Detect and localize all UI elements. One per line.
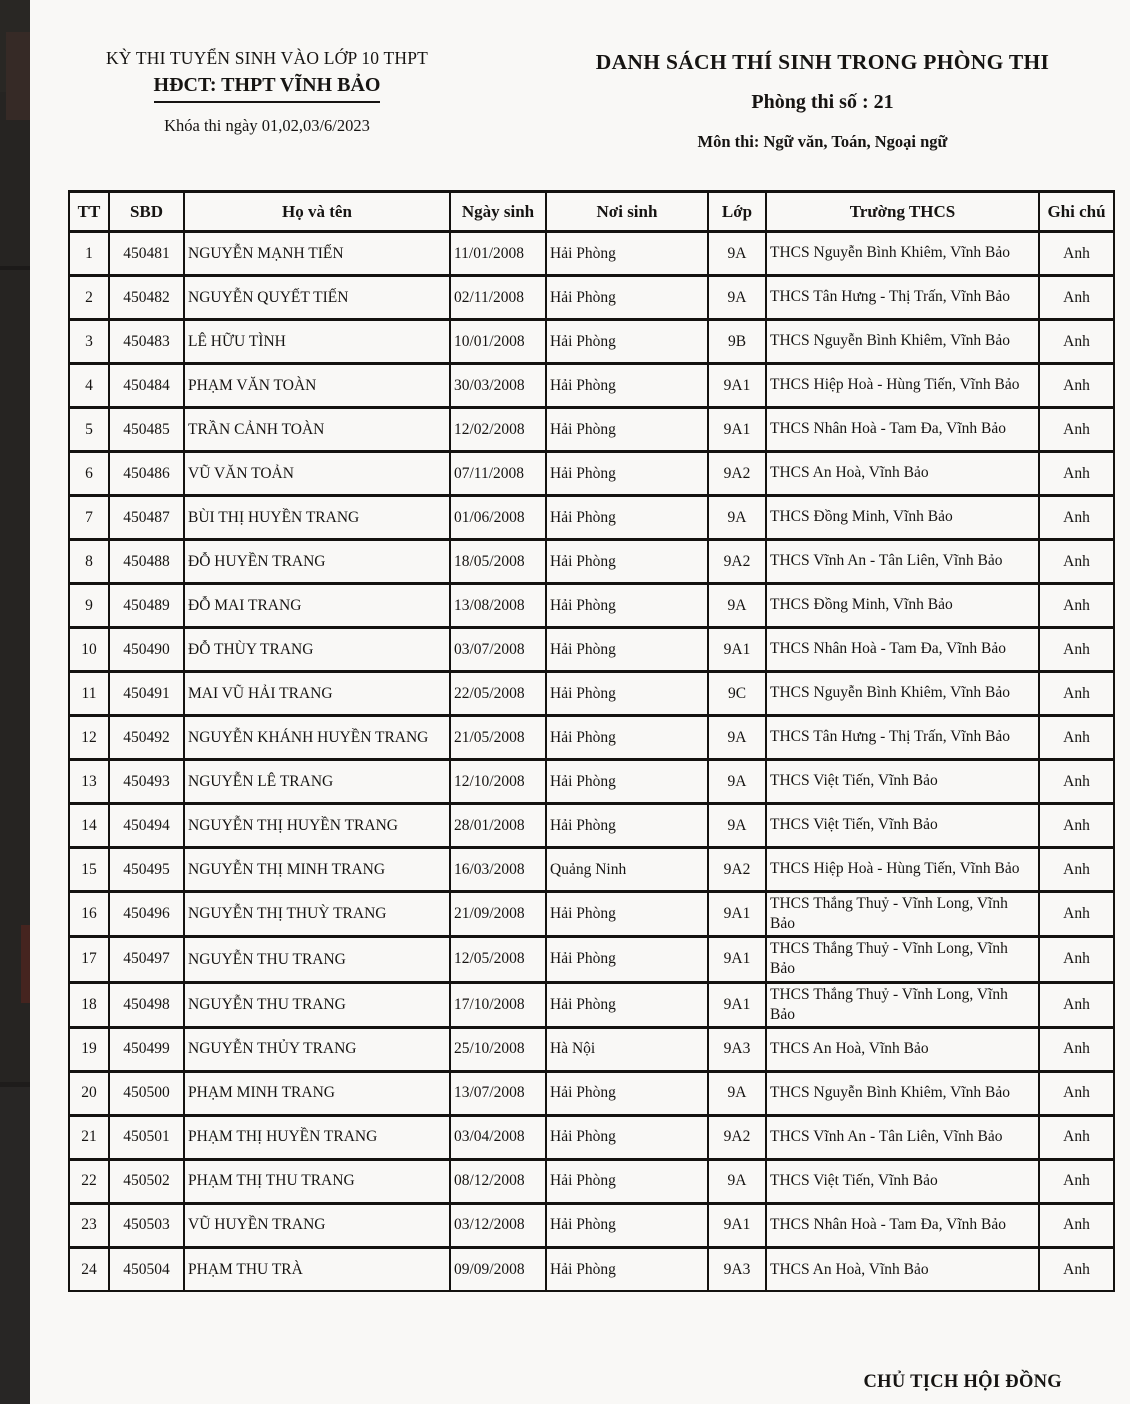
cell-sbd: 450490 (109, 628, 184, 672)
cell-note: Anh (1039, 452, 1114, 496)
cell-school: THCS Hiệp Hoà - Hùng Tiến, Vĩnh Bảo (766, 364, 1039, 408)
cell-name: ĐỖ MAI TRANG (184, 584, 450, 628)
column-header-class: Lớp (708, 192, 766, 232)
cell-tt: 13 (69, 760, 109, 804)
table-row (69, 1159, 1114, 1203)
cell-tt: 3 (69, 320, 109, 364)
cell-tt: 24 (69, 1247, 109, 1291)
table-row (69, 364, 1114, 408)
exam-title: KỲ THI TUYỂN SINH VÀO LỚP 10 THPT (105, 48, 429, 68)
cell-tt: 14 (69, 804, 109, 848)
cell-dob: 03/12/2008 (450, 1203, 546, 1247)
cell-sbd: 450494 (109, 804, 184, 848)
cell-pob: Hải Phòng (546, 760, 708, 804)
cell-pob: Hải Phòng (546, 232, 708, 276)
cell-class: 9A1 (708, 408, 766, 452)
cell-name: PHẠM THỊ HUYỀN TRANG (184, 1115, 450, 1159)
column-header-school: Trường THCS (766, 192, 1039, 232)
photo-edge-shade (6, 32, 30, 120)
cell-class: 9A (708, 1159, 766, 1203)
cell-name: NGUYỄN THU TRANG (184, 937, 450, 982)
cell-pob: Hải Phòng (546, 1247, 708, 1291)
cell-note: Anh (1039, 1247, 1114, 1291)
cell-school: THCS Thắng Thuỷ - Vĩnh Long, Vĩnh Bảo (766, 982, 1039, 1027)
cell-tt: 21 (69, 1115, 109, 1159)
cell-tt: 19 (69, 1027, 109, 1071)
cell-sbd: 450486 (109, 452, 184, 496)
cell-dob: 12/02/2008 (450, 408, 546, 452)
cell-school: THCS Nguyễn Bình Khiêm, Vĩnh Bảo (766, 672, 1039, 716)
table-row (69, 982, 1114, 1027)
cell-class: 9A (708, 1071, 766, 1115)
cell-class: 9A3 (708, 1027, 766, 1071)
cell-class: 9A1 (708, 982, 766, 1027)
cell-name: NGUYỄN LÊ TRANG (184, 760, 450, 804)
cell-class: 9A1 (708, 937, 766, 982)
chairman-signature-label: CHỦ TỊCH HỘI ĐỒNG (863, 1372, 1062, 1392)
column-header-sbd: SBD (109, 192, 184, 232)
list-title: DANH SÁCH THÍ SINH TRONG PHÒNG THI (595, 50, 1050, 74)
cell-dob: 17/10/2008 (450, 982, 546, 1027)
cell-class: 9A (708, 232, 766, 276)
cell-pob: Hải Phòng (546, 320, 708, 364)
table-row (69, 937, 1114, 982)
cell-sbd: 450481 (109, 232, 184, 276)
cell-school: THCS Đồng Minh, Vĩnh Bảo (766, 496, 1039, 540)
cell-school: THCS Việt Tiến, Vĩnh Bảo (766, 804, 1039, 848)
cell-pob: Hải Phòng (546, 892, 708, 937)
cell-class: 9A (708, 760, 766, 804)
cell-dob: 22/05/2008 (450, 672, 546, 716)
cell-dob: 30/03/2008 (450, 364, 546, 408)
cell-dob: 03/04/2008 (450, 1115, 546, 1159)
cell-tt: 2 (69, 276, 109, 320)
cell-class: 9A1 (708, 364, 766, 408)
column-header-note: Ghi chú (1039, 192, 1114, 232)
table-row (69, 892, 1114, 937)
cell-name: NGUYỄN THỊ HUYỀN TRANG (184, 804, 450, 848)
cell-name: MAI VŨ HẢI TRANG (184, 672, 450, 716)
header-left-block (42, 48, 492, 136)
cell-class: 9B (708, 320, 766, 364)
cell-sbd: 450503 (109, 1203, 184, 1247)
cell-school: THCS Vĩnh An - Tân Liên, Vĩnh Bảo (766, 1115, 1039, 1159)
cell-class: 9A (708, 496, 766, 540)
cell-tt: 16 (69, 892, 109, 937)
cell-note: Anh (1039, 628, 1114, 672)
cell-tt: 23 (69, 1203, 109, 1247)
cell-tt: 10 (69, 628, 109, 672)
table-row (69, 1247, 1114, 1291)
cell-name: PHẠM MINH TRANG (184, 1071, 450, 1115)
cell-dob: 02/11/2008 (450, 276, 546, 320)
cell-dob: 09/09/2008 (450, 1247, 546, 1291)
cell-sbd: 450482 (109, 276, 184, 320)
table-row (69, 320, 1114, 364)
cell-tt: 20 (69, 1071, 109, 1115)
cell-sbd: 450491 (109, 672, 184, 716)
cell-sbd: 450493 (109, 760, 184, 804)
cell-tt: 15 (69, 848, 109, 892)
table-body (69, 232, 1114, 1292)
cell-pob: Hải Phòng (546, 584, 708, 628)
cell-name: NGUYỄN THỊ THUỲ TRANG (184, 892, 450, 937)
cell-pob: Hải Phòng (546, 1071, 708, 1115)
cell-sbd: 450495 (109, 848, 184, 892)
cell-dob: 21/05/2008 (450, 716, 546, 760)
cell-sbd: 450483 (109, 320, 184, 364)
cell-tt: 7 (69, 496, 109, 540)
exam-session-dates: Khóa thi ngày 01,02,03/6/2023 (164, 116, 370, 135)
cell-school: THCS Tân Hưng - Thị Trấn, Vĩnh Bảo (766, 276, 1039, 320)
cell-class: 9A3 (708, 1247, 766, 1291)
cell-dob: 25/10/2008 (450, 1027, 546, 1071)
cell-class: 9A1 (708, 892, 766, 937)
cell-name: LÊ HỮU TÌNH (184, 320, 450, 364)
cell-pob: Hải Phòng (546, 1203, 708, 1247)
cell-sbd: 450489 (109, 584, 184, 628)
cell-pob: Hải Phòng (546, 716, 708, 760)
table-header (69, 192, 1114, 232)
cell-note: Anh (1039, 1027, 1114, 1071)
cell-tt: 17 (69, 937, 109, 982)
cell-school: THCS Nguyễn Bình Khiêm, Vĩnh Bảo (766, 232, 1039, 276)
cell-note: Anh (1039, 232, 1114, 276)
column-header-dob: Ngày sinh (450, 192, 546, 232)
cell-school: THCS An Hoà, Vĩnh Bảo (766, 1027, 1039, 1071)
cell-school: THCS Nhân Hoà - Tam Đa, Vĩnh Bảo (766, 628, 1039, 672)
table-row (69, 760, 1114, 804)
cell-name: PHẠM VĂN TOÀN (184, 364, 450, 408)
cell-note: Anh (1039, 496, 1114, 540)
cell-tt: 12 (69, 716, 109, 760)
cell-tt: 1 (69, 232, 109, 276)
cell-class: 9A (708, 276, 766, 320)
cell-tt: 5 (69, 408, 109, 452)
table-row (69, 452, 1114, 496)
cell-sbd: 450504 (109, 1247, 184, 1291)
photo-edge-seam (0, 266, 30, 270)
cell-tt: 18 (69, 982, 109, 1027)
cell-school: THCS Thắng Thuỷ - Vĩnh Long, Vĩnh Bảo (766, 937, 1039, 982)
cell-name: NGUYỄN KHÁNH HUYỀN TRANG (184, 716, 450, 760)
cell-name: BÙI THỊ HUYỀN TRANG (184, 496, 450, 540)
council-line (42, 74, 492, 103)
exam-subjects: Môn thi: Ngữ văn, Toán, Ngoại ngữ (697, 132, 948, 151)
cell-note: Anh (1039, 760, 1114, 804)
cell-tt: 9 (69, 584, 109, 628)
cell-school: THCS Việt Tiến, Vĩnh Bảo (766, 1159, 1039, 1203)
cell-note: Anh (1039, 848, 1114, 892)
cell-sbd: 450501 (109, 1115, 184, 1159)
cell-class: 9A1 (708, 1203, 766, 1247)
cell-school: THCS An Hoà, Vĩnh Bảo (766, 1247, 1039, 1291)
cell-pob: Hà Nội (546, 1027, 708, 1071)
cell-pob: Quảng Ninh (546, 848, 708, 892)
cell-dob: 12/10/2008 (450, 760, 546, 804)
cell-sbd: 450487 (109, 496, 184, 540)
cell-class: 9A2 (708, 1115, 766, 1159)
cell-note: Anh (1039, 892, 1114, 937)
table-row (69, 672, 1114, 716)
column-header-tt: TT (69, 192, 109, 232)
cell-class: 9A1 (708, 628, 766, 672)
cell-school: THCS Nguyễn Bình Khiêm, Vĩnh Bảo (766, 1071, 1039, 1115)
cell-note: Anh (1039, 540, 1114, 584)
photo-edge-dark-strip (0, 0, 30, 1404)
cell-pob: Hải Phòng (546, 452, 708, 496)
cell-dob: 18/05/2008 (450, 540, 546, 584)
cell-name: VŨ VĂN TOẢN (184, 452, 450, 496)
cell-pob: Hải Phòng (546, 982, 708, 1027)
cell-note: Anh (1039, 1115, 1114, 1159)
cell-dob: 13/08/2008 (450, 584, 546, 628)
table-row (69, 496, 1114, 540)
cell-name: NGUYỄN THỊ MINH TRANG (184, 848, 450, 892)
table-row (69, 408, 1114, 452)
cell-dob: 01/06/2008 (450, 496, 546, 540)
cell-dob: 03/07/2008 (450, 628, 546, 672)
cell-school: THCS Nhân Hoà - Tam Đa, Vĩnh Bảo (766, 1203, 1039, 1247)
cell-pob: Hải Phòng (546, 672, 708, 716)
cell-note: Anh (1039, 364, 1114, 408)
cell-class: 9A (708, 804, 766, 848)
table-row (69, 1071, 1114, 1115)
cell-dob: 28/01/2008 (450, 804, 546, 848)
cell-name: NGUYỄN THỦY TRANG (184, 1027, 450, 1071)
cell-name: PHẠM THU TRÀ (184, 1247, 450, 1291)
cell-dob: 11/01/2008 (450, 232, 546, 276)
cell-school: THCS An Hoà, Vĩnh Bảo (766, 452, 1039, 496)
table-row (69, 232, 1114, 276)
cell-class: 9C (708, 672, 766, 716)
photo-edge-shade (0, 1087, 30, 1404)
exam-room-number: Phòng thi số : 21 (751, 91, 894, 113)
cell-tt: 8 (69, 540, 109, 584)
cell-dob: 16/03/2008 (450, 848, 546, 892)
cell-tt: 22 (69, 1159, 109, 1203)
cell-class: 9A2 (708, 452, 766, 496)
cell-note: Anh (1039, 584, 1114, 628)
cell-note: Anh (1039, 1071, 1114, 1115)
cell-class: 9A (708, 716, 766, 760)
table-row (69, 1203, 1114, 1247)
cell-sbd: 450492 (109, 716, 184, 760)
cell-school: THCS Vĩnh An - Tân Liên, Vĩnh Bảo (766, 540, 1039, 584)
cell-pob: Hải Phòng (546, 496, 708, 540)
cell-school: THCS Thắng Thuỷ - Vĩnh Long, Vĩnh Bảo (766, 892, 1039, 937)
cell-sbd: 450484 (109, 364, 184, 408)
cell-tt: 11 (69, 672, 109, 716)
cell-dob: 10/01/2008 (450, 320, 546, 364)
table-row (69, 584, 1114, 628)
column-header-pob: Nơi sinh (546, 192, 708, 232)
cell-dob: 12/05/2008 (450, 937, 546, 982)
table-header-row (69, 192, 1114, 232)
cell-school: THCS Nhân Hoà - Tam Đa, Vĩnh Bảo (766, 408, 1039, 452)
cell-name: TRẦN CẢNH TOÀN (184, 408, 450, 452)
cell-school: THCS Tân Hưng - Thị Trấn, Vĩnh Bảo (766, 716, 1039, 760)
column-header-name: Họ và tên (184, 192, 450, 232)
candidates-table (68, 190, 1115, 1292)
cell-school: THCS Đồng Minh, Vĩnh Bảo (766, 584, 1039, 628)
cell-pob: Hải Phòng (546, 804, 708, 848)
cell-class: 9A2 (708, 848, 766, 892)
cell-note: Anh (1039, 320, 1114, 364)
cell-dob: 21/09/2008 (450, 892, 546, 937)
cell-note: Anh (1039, 716, 1114, 760)
cell-dob: 13/07/2008 (450, 1071, 546, 1115)
cell-pob: Hải Phòng (546, 1115, 708, 1159)
cell-school: THCS Nguyễn Bình Khiêm, Vĩnh Bảo (766, 320, 1039, 364)
table-row (69, 716, 1114, 760)
cell-pob: Hải Phòng (546, 1159, 708, 1203)
cell-pob: Hải Phòng (546, 937, 708, 982)
cell-name: NGUYỄN QUYẾT TIẾN (184, 276, 450, 320)
cell-class: 9A2 (708, 540, 766, 584)
cell-name: NGUYỄN MẠNH TIẾN (184, 232, 450, 276)
table-row (69, 804, 1114, 848)
photo-edge-shade (21, 925, 30, 1003)
cell-sbd: 450488 (109, 540, 184, 584)
table-row (69, 540, 1114, 584)
header-right-block (530, 50, 1115, 152)
cell-tt: 4 (69, 364, 109, 408)
cell-sbd: 450498 (109, 982, 184, 1027)
table-row (69, 1115, 1114, 1159)
cell-pob: Hải Phòng (546, 628, 708, 672)
cell-tt: 6 (69, 452, 109, 496)
cell-name: NGUYỄN THU TRANG (184, 982, 450, 1027)
cell-sbd: 450496 (109, 892, 184, 937)
council-name: HĐCT: THPT VĨNH BẢO (154, 74, 381, 103)
cell-note: Anh (1039, 408, 1114, 452)
cell-note: Anh (1039, 937, 1114, 982)
cell-dob: 08/12/2008 (450, 1159, 546, 1203)
cell-name: ĐỖ HUYỀN TRANG (184, 540, 450, 584)
cell-name: ĐỖ THÙY TRANG (184, 628, 450, 672)
cell-note: Anh (1039, 276, 1114, 320)
cell-note: Anh (1039, 1203, 1114, 1247)
cell-pob: Hải Phòng (546, 364, 708, 408)
cell-note: Anh (1039, 804, 1114, 848)
cell-pob: Hải Phòng (546, 276, 708, 320)
table-row (69, 276, 1114, 320)
cell-class: 9A (708, 584, 766, 628)
cell-pob: Hải Phòng (546, 540, 708, 584)
cell-sbd: 450502 (109, 1159, 184, 1203)
cell-school: THCS Hiệp Hoà - Hùng Tiến, Vĩnh Bảo (766, 848, 1039, 892)
cell-name: PHẠM THỊ THU TRANG (184, 1159, 450, 1203)
cell-sbd: 450497 (109, 937, 184, 982)
cell-note: Anh (1039, 672, 1114, 716)
cell-dob: 07/11/2008 (450, 452, 546, 496)
table-row (69, 1027, 1114, 1071)
cell-name: VŨ HUYỀN TRANG (184, 1203, 450, 1247)
cell-sbd: 450500 (109, 1071, 184, 1115)
table-row (69, 848, 1114, 892)
cell-school: THCS Việt Tiến, Vĩnh Bảo (766, 760, 1039, 804)
cell-note: Anh (1039, 1159, 1114, 1203)
cell-sbd: 450499 (109, 1027, 184, 1071)
cell-note: Anh (1039, 982, 1114, 1027)
cell-sbd: 450485 (109, 408, 184, 452)
table-row (69, 628, 1114, 672)
cell-pob: Hải Phòng (546, 408, 708, 452)
